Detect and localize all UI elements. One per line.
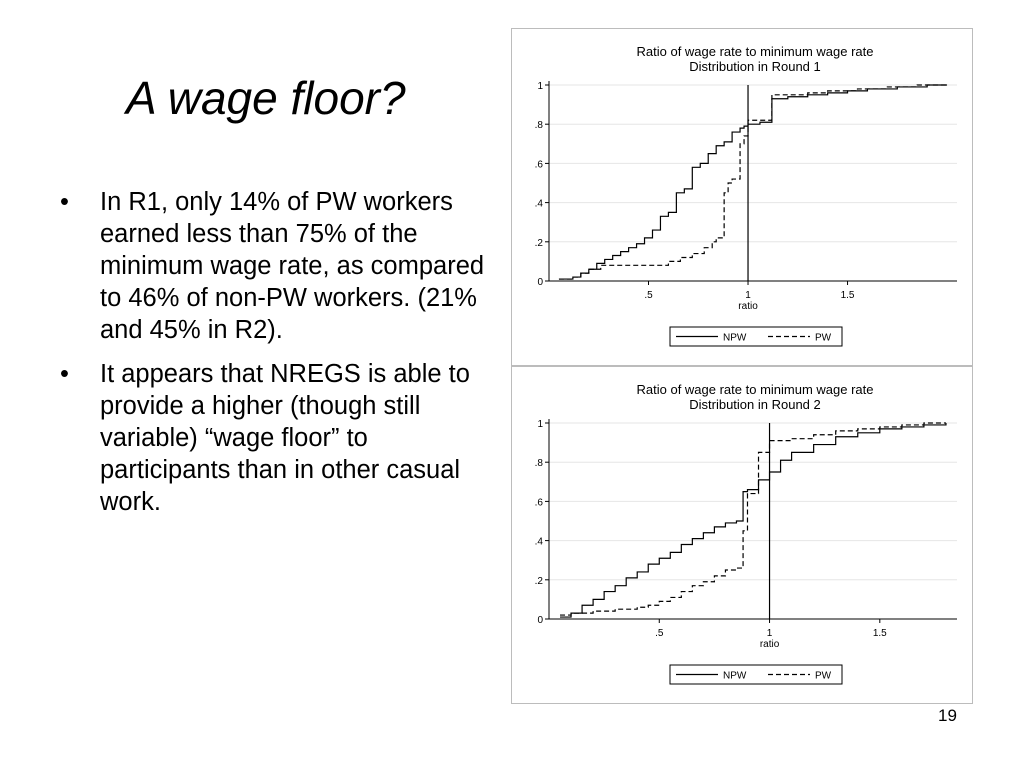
chart-round-1-svg <box>512 29 972 365</box>
slide-title: A wage floor? <box>126 72 406 124</box>
chart-round-1 <box>511 28 973 366</box>
y-tick-label: 1 <box>537 419 543 430</box>
bullet-marker: • <box>60 188 69 216</box>
y-tick-label: .8 <box>534 458 543 470</box>
x-tick-label: 1 <box>745 290 751 301</box>
chart-round-2-svg <box>512 367 972 703</box>
y-tick-label: .2 <box>534 237 543 249</box>
bullet-item-1 <box>56 186 496 346</box>
x-axis-label: ratio <box>759 639 780 650</box>
page-number: 19 <box>938 706 957 725</box>
series-line-npw <box>560 423 946 617</box>
bullet-item-2 <box>56 358 496 518</box>
x-tick-label: .5 <box>644 290 653 301</box>
bullet-marker: • <box>60 360 69 388</box>
y-tick-label: 0 <box>537 615 543 626</box>
y-tick-label: 1 <box>537 81 543 92</box>
y-tick-label: .2 <box>534 575 543 587</box>
y-tick-label: .4 <box>534 536 543 548</box>
chart-subtitle: Distribution in Round 1 <box>689 59 821 74</box>
legend-label-npw: NPW <box>723 332 747 344</box>
legend-label-npw: NPW <box>723 670 747 682</box>
legend-label-pw: PW <box>815 670 832 682</box>
series-line-pw <box>559 85 947 279</box>
chart-subtitle: Distribution in Round 2 <box>689 397 821 412</box>
y-tick-label: .6 <box>534 159 543 171</box>
x-tick-label: 1.5 <box>840 290 855 301</box>
y-tick-label: .6 <box>534 497 543 509</box>
x-tick-label: .5 <box>655 628 664 639</box>
chart-title: Ratio of wage rate to minimum wage rate <box>636 44 874 59</box>
x-axis-label: ratio <box>738 301 758 312</box>
legend-label-pw: PW <box>815 332 832 344</box>
chart-round-2 <box>511 366 973 704</box>
y-tick-label: .4 <box>534 198 543 210</box>
bullet-text: In R1, only 14% of PW workers earned less than 75% of the minimum wage rate, as compared to 46% of non-PW workers. (21% and 45% in R2). <box>100 188 485 344</box>
y-tick-label: .8 <box>534 120 543 132</box>
bullet-text: It appears that NREGS is able to provide a higher (though still variable) “wage floor” to participants than in other casual work. <box>100 360 470 516</box>
x-tick-label: 1 <box>766 628 773 639</box>
chart-title: Ratio of wage rate to minimum wage rate <box>636 382 874 397</box>
y-tick-label: 0 <box>537 277 543 288</box>
bullet-list <box>56 186 496 530</box>
series-line-npw <box>559 85 947 279</box>
x-tick-label: 1.5 <box>872 628 887 639</box>
